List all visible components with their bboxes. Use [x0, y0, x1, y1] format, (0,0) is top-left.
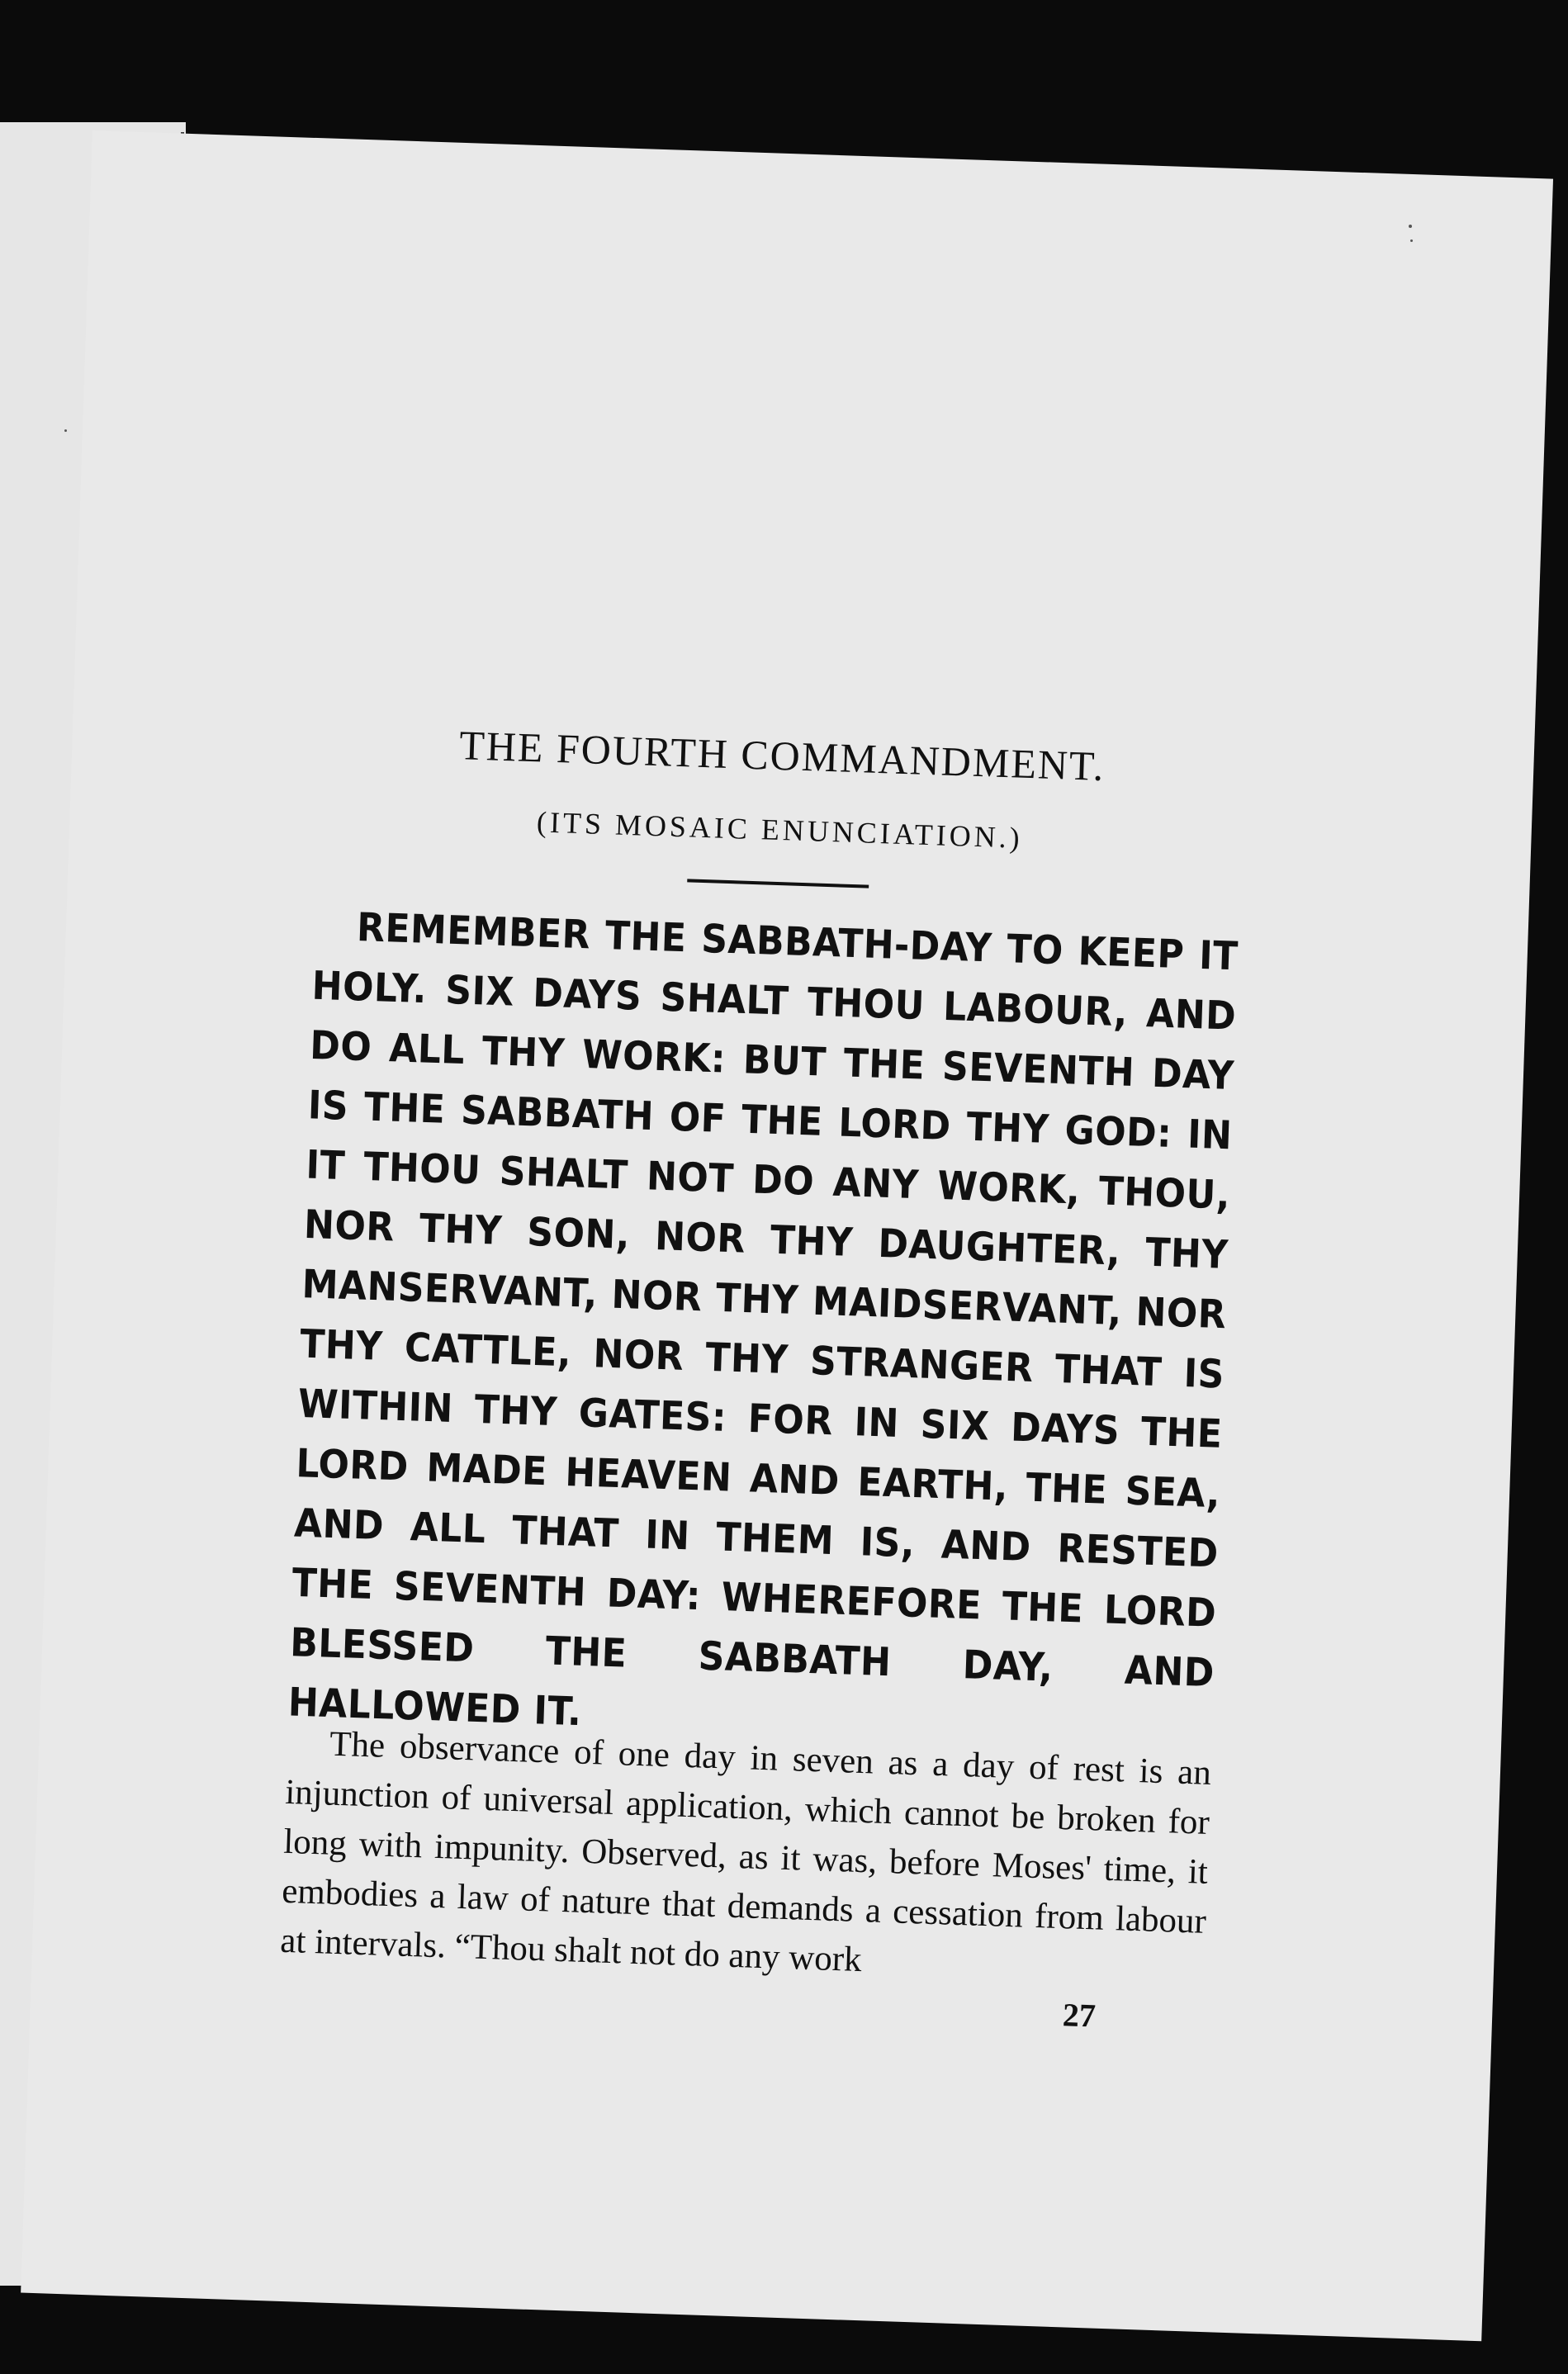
scan-speck	[1409, 225, 1412, 228]
body-paragraph: The observance of one day in seven as a day of rest is an injunction of universal application, which cannot be broken for long with impunity. Observed, as it was, before Moses' time, it embodies a law of nature that demands a cessation from labour at intervals. “Thou shalt not do any work	[279, 1724, 1212, 1980]
page-number: 27	[1062, 1996, 1097, 2035]
title-divider	[687, 879, 869, 888]
page-content	[278, 717, 1245, 2039]
page-title: THE FOURTH COMMANDMENT.	[458, 722, 1106, 790]
scan-speck	[1410, 239, 1413, 242]
page-subtitle: (ITS MOSAIC ENUNCIATION.)	[536, 805, 1024, 855]
commandment-text: REMEMBER THE SABBATH-DAY TO KEEP IT HOLY. SIX DAYS SHALT THOU LABOUR, AND DO ALL THY WORK: BUT THE SEVENTH DAY IS THE SABBATH OF THE LORD THY GOD: IN IT THOU SHALT NOT DO ANY WORK, THOU, NOR THY SON, NOR THY DAUGHTER, THY MANSERVANT, NOR THY MAIDSERVANT, NOR THY CATTLE, NOR THY STRANGER THAT IS WITHIN THY GATES: FOR IN SIX DAYS THE LORD MADE HEAVEN AND EARTH, THE SEA, AND ALL THAT IN THEM IS, AND RESTED THE SEVENTH DAY: WHEREFORE THE LORD BLESSED THE SABBATH DAY, AND HALLOWED IT.	[287, 904, 1239, 1736]
book-page	[21, 130, 1553, 2341]
scan-speck	[64, 429, 67, 432]
